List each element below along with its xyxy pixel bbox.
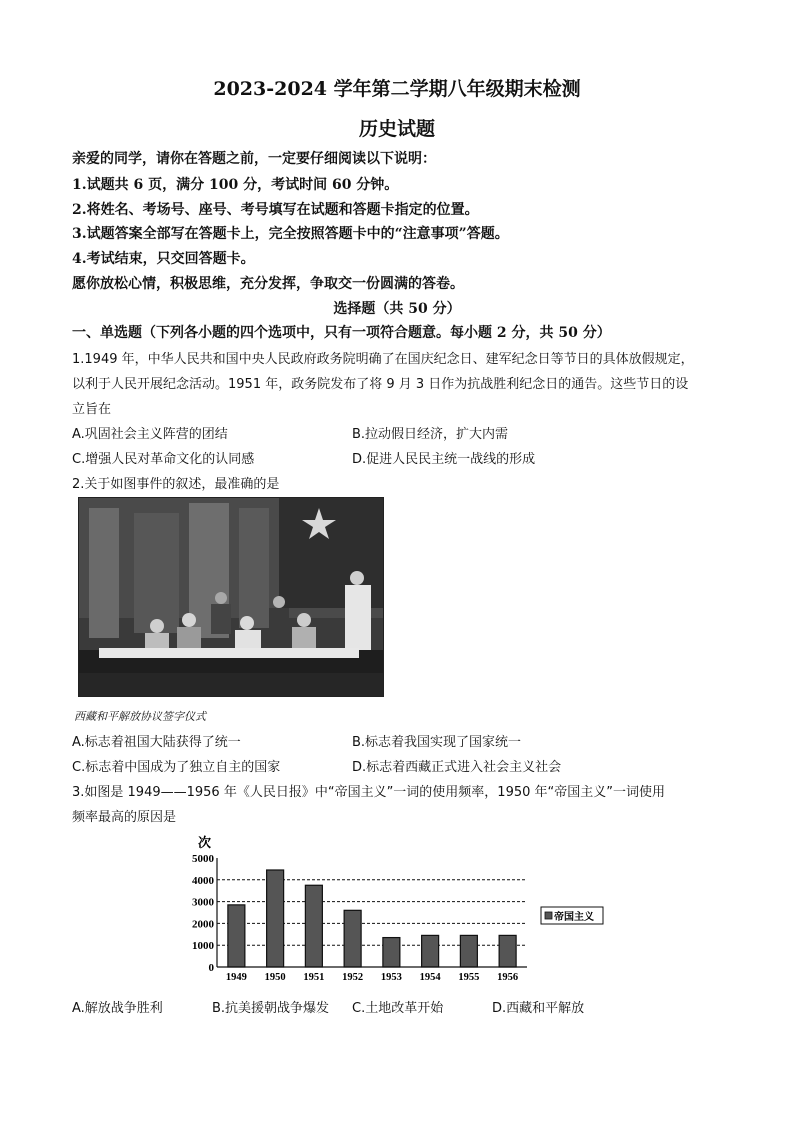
question-2-option-d[interactable]: D.标志着西藏正式进入社会主义社会 [352,760,562,775]
x-tick-label: 1953 [380,972,402,983]
chart-x-labels [226,972,518,983]
chart-grid [217,880,527,945]
instructions-intro: 亲爱的同学，请你在答题之前，一定要仔细阅读以下说明： [72,151,436,167]
legend-swatch [545,912,552,919]
question-2-option-a[interactable]: A.标志着祖国大陆获得了统一 [72,735,241,750]
question-2-stem: 2.关于如图事件的叙述，最准确的是 [72,477,280,492]
instructions-closing: 愿你放松心情，积极思维，充分发挥，争取交一份圆满的答卷。 [72,276,464,292]
question-2-option-c[interactable]: C.标志着中国成为了独立自主的国家 [72,760,281,775]
y-tick-label: 1000 [192,940,214,953]
question-1-option-d[interactable]: D.促进人民民主统一战线的形成 [352,452,536,467]
question-1-option-b[interactable]: B.拉动假日经济，扩大内需 [352,427,509,442]
photo-illustration [79,498,383,696]
instruction-item: 4.考试结束，只交回答题卡。 [72,251,255,267]
x-tick-label: 1954 [419,972,441,983]
y-tick-label: 4000 [192,874,214,887]
bar-1949 [228,905,245,967]
question-1-stem: 1.1949 年，中华人民共和国中央人民政府政务院明确了在国庆纪念日、建军纪念日等节日的具体放假规定， [72,352,694,367]
bar-1955 [460,935,477,967]
question-1-stem: 立旨在 [72,402,112,417]
question-3-option-c[interactable]: C.土地改革开始 [352,1001,444,1016]
x-tick-label: 1952 [342,972,364,983]
question-3-option-b[interactable]: B.抗美援朝战争爆发 [212,1001,330,1016]
y-tick-label: 2000 [192,918,214,931]
bar-1954 [422,935,439,967]
y-tick-label: 3000 [192,896,214,909]
chart-legend [541,907,603,924]
bar-1953 [383,938,400,967]
question-3-option-a[interactable]: A.解放战争胜利 [72,1001,163,1016]
question-3-option-d[interactable]: D.西藏和平解放 [492,1001,585,1016]
bar-1956 [499,935,516,967]
question-1-option-a[interactable]: A.巩固社会主义阵营的团结 [72,427,228,442]
exam-title: 2023-2024 学年第二学期八年级期末检测 [213,78,581,100]
question-1-option-c[interactable]: C.增强人民对革命文化的认同感 [72,452,255,467]
x-tick-label: 1951 [303,972,325,983]
instruction-item: 1.试题共 6 页，满分 100 分，考试时间 60 分钟。 [72,177,399,193]
chart-y-ticks [192,853,215,974]
bar-1952 [344,910,361,967]
section-heading: 选择题（共 50 分） [333,301,461,317]
chart-bars [228,870,516,967]
question-3-stem: 频率最高的原因是 [72,810,177,825]
x-tick-label: 1950 [264,972,286,983]
x-tick-label: 1956 [497,972,519,983]
bar-1950 [267,870,284,967]
x-tick-label: 1955 [458,972,480,983]
question-3-stem: 3.如图是 1949——1956 年《人民日报》中“帝国主义”一词的使用频率，1950 年“帝国主义”一词使用 [72,785,665,800]
question-1-stem: 以利于人民开展纪念活动。1951 年，政务院发布了将 9 月 3 日作为抗战胜利纪念日的通告。这些节日的设 [72,377,689,392]
exam-subtitle: 历史试题 [358,118,435,140]
photo-caption: 西藏和平解放协议签字仪式 [74,710,206,723]
signing-ceremony-photo [78,497,384,697]
part-title: 一、单选题（下列各小题的四个选项中，只有一项符合题意。每小题 2 分，共 50 分） [72,325,611,341]
instruction-item: 3.试题答案全部写在答题卡上，完全按照答题卡中的“注意事项”答题。 [72,226,509,242]
y-tick-label: 0 [208,962,214,974]
bar-1951 [305,885,322,967]
instruction-item: 2.将姓名、考场号、座号、考号填写在试题和答题卡指定的位置。 [72,202,479,218]
y-axis-label: 次 [198,835,212,850]
legend-label: 帝国主义 [554,912,594,923]
question-2-option-b[interactable]: B.标志着我国实现了国家统一 [352,735,522,750]
x-tick-label: 1949 [225,972,247,983]
frequency-bar-chart [180,830,620,990]
y-tick-label: 5000 [192,853,214,865]
